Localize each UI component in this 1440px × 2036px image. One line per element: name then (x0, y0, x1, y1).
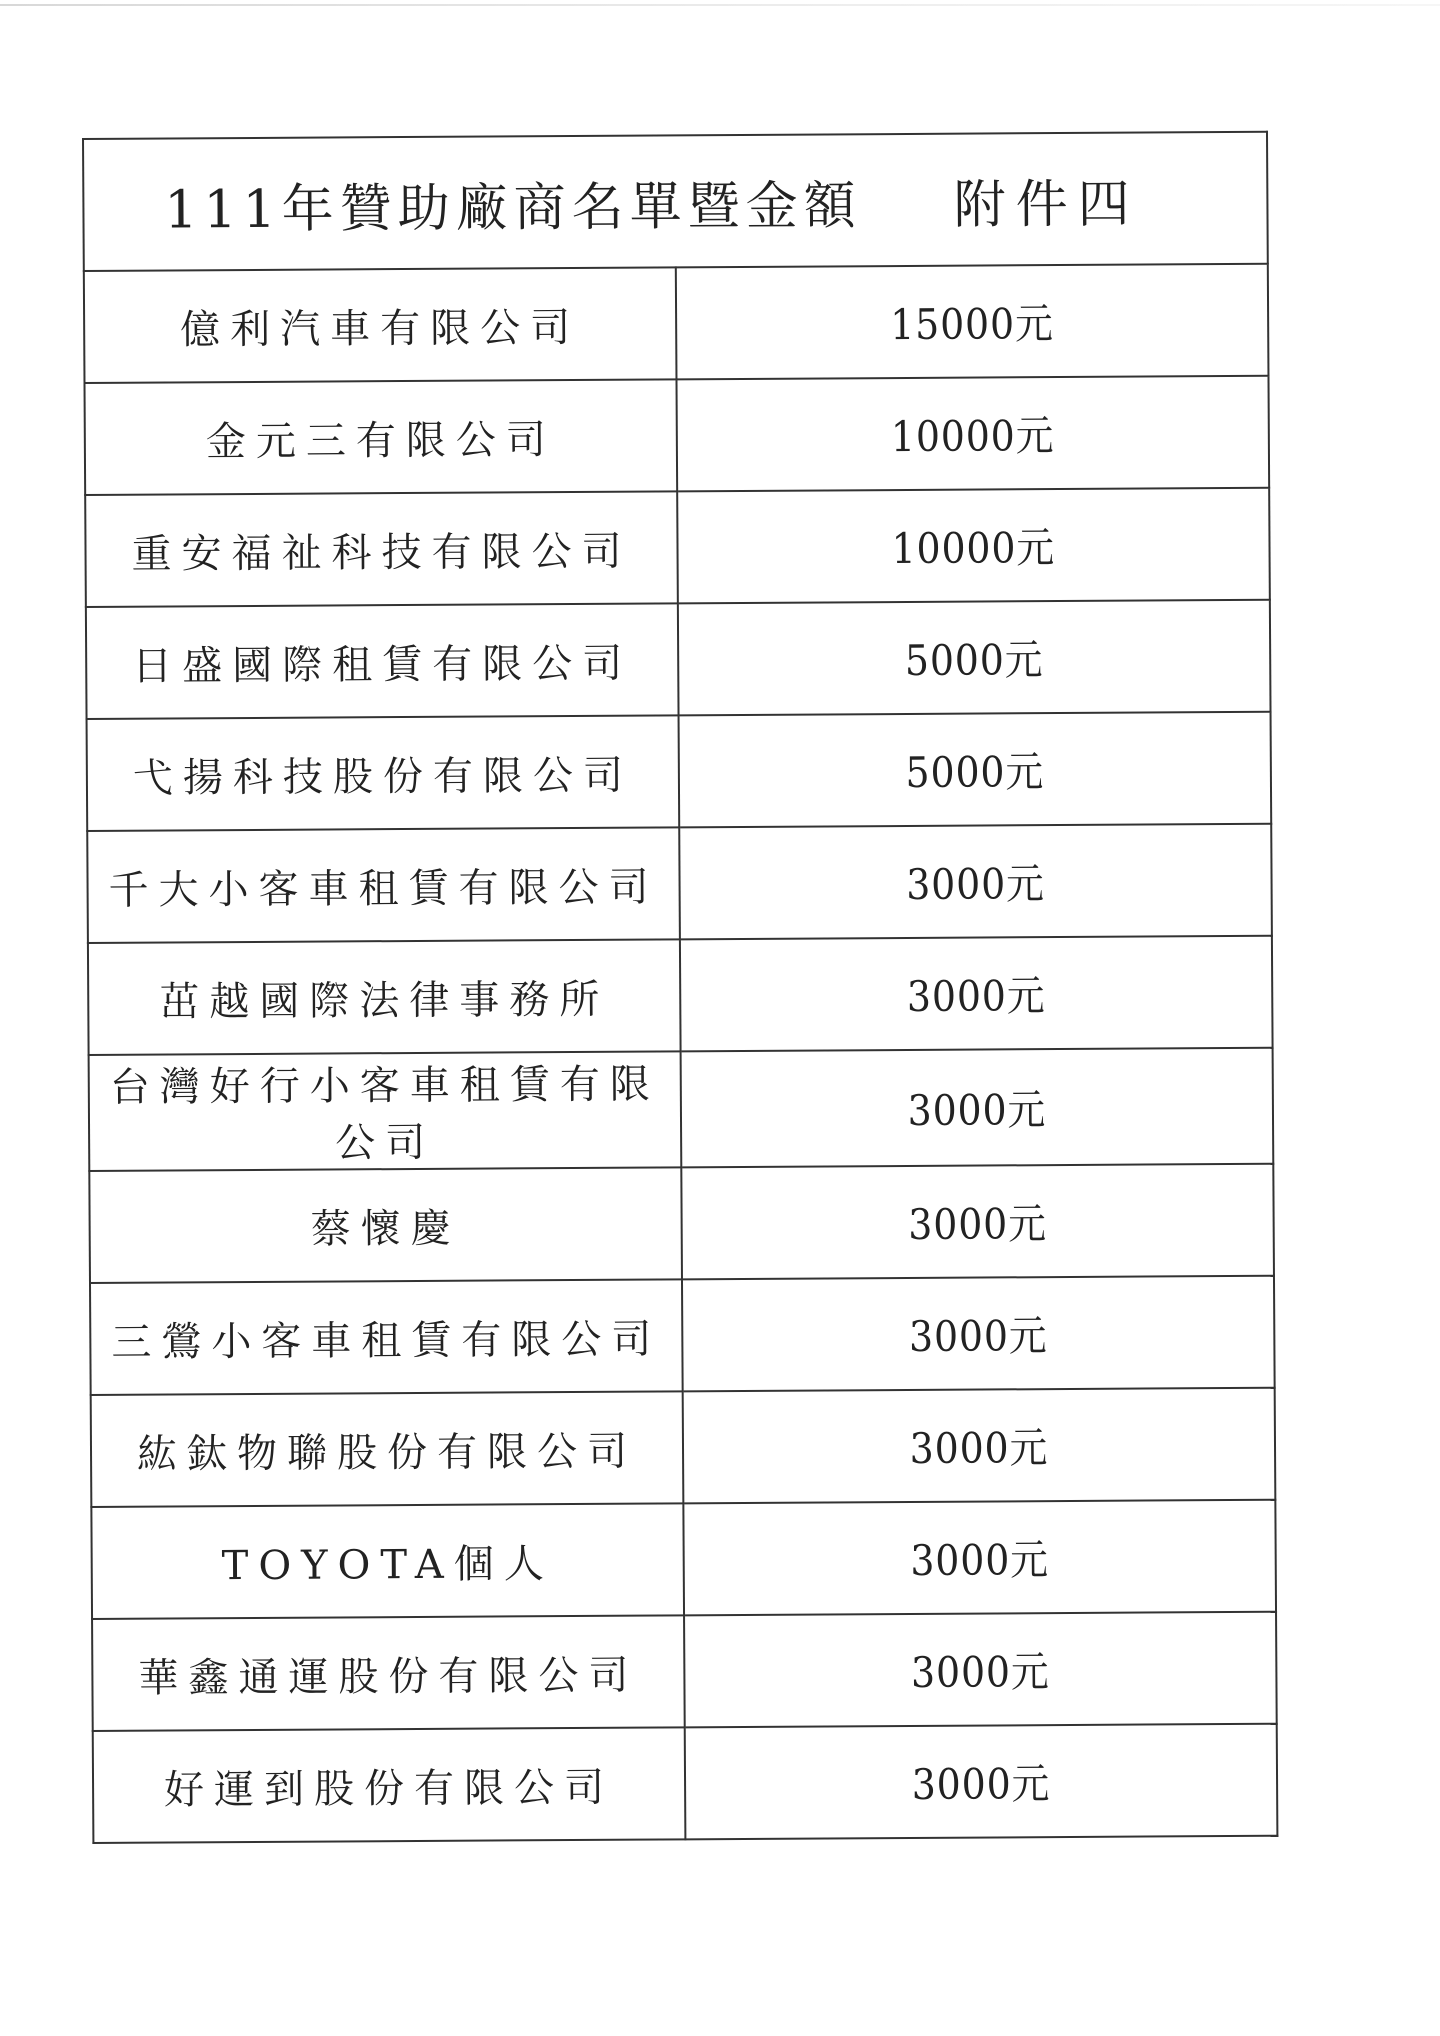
sponsor-amount-cell (683, 1500, 1276, 1616)
sponsor-row (91, 1500, 1276, 1619)
sponsor-amount: 15000元 (890, 299, 1055, 350)
sponsor-name: 華鑫通運股份有限公司 (92, 1615, 685, 1731)
sponsor-amount-cell (678, 600, 1271, 716)
sponsor-row (90, 1276, 1275, 1395)
sponsor-amount-cell (677, 488, 1270, 604)
sponsor-amount-cell (685, 1724, 1278, 1840)
sponsor-amount: 5000元 (904, 635, 1044, 685)
sponsor-amount-cell (681, 1164, 1274, 1280)
sponsor-row (89, 1048, 1274, 1171)
sponsor-row (87, 712, 1272, 831)
scan-edge-line (0, 4, 1440, 6)
sponsor-name: 好運到股份有限公司 (93, 1727, 686, 1843)
sponsor-name: 三鶯小客車租賃有限公司 (90, 1279, 683, 1395)
sponsor-amount: 10000元 (890, 411, 1055, 462)
sponsor-row (85, 488, 1270, 607)
sponsor-amount: 3000元 (908, 1199, 1048, 1249)
sponsor-amount: 3000元 (909, 1423, 1049, 1473)
sponsor-row (84, 376, 1269, 495)
sponsor-name: 紘鈦物聯股份有限公司 (91, 1391, 684, 1507)
sponsor-amount-cell (676, 376, 1269, 492)
sponsor-row (87, 824, 1272, 943)
sponsor-row (84, 264, 1269, 383)
sponsor-list-table (82, 131, 1278, 1844)
sponsor-amount: 3000元 (906, 971, 1046, 1021)
sponsor-amount: 3000元 (910, 1535, 1050, 1585)
sponsor-amount: 10000元 (891, 523, 1056, 574)
sponsor-row (91, 1388, 1276, 1507)
sponsor-amount-cell (676, 264, 1269, 380)
sponsor-amount-cell (679, 824, 1272, 940)
sponsor-row (89, 1164, 1274, 1283)
document-title: 111年贊助廠商名單暨金額 (164, 175, 862, 240)
sponsor-amount-cell (682, 1276, 1275, 1392)
sponsor-amount-cell (679, 712, 1272, 828)
sponsor-amount-cell (680, 936, 1273, 1052)
sponsor-name: 弋揚科技股份有限公司 (87, 715, 680, 831)
sponsor-name: 蔡懷慶 (89, 1167, 682, 1283)
sponsor-name: 日盛國際租賃有限公司 (86, 603, 679, 719)
sponsor-row (88, 936, 1273, 1055)
sponsor-row (86, 600, 1271, 719)
title-row (83, 132, 1268, 271)
sponsor-name: 台灣好行小客車租賃有限公司 (89, 1051, 682, 1171)
sponsor-name: 億利汽車有限公司 (84, 267, 677, 383)
sponsor-name: 茁越國際法律事務所 (88, 939, 681, 1055)
sponsor-amount: 3000元 (906, 859, 1045, 909)
sponsor-amount: 3000元 (910, 1647, 1050, 1697)
sponsor-amount: 3000元 (911, 1759, 1051, 1809)
sponsor-row (92, 1612, 1277, 1731)
sponsor-amount: 3000元 (908, 1311, 1048, 1361)
title-cell (83, 132, 1268, 271)
sponsor-name: 重安福祉科技有限公司 (85, 491, 678, 607)
sponsor-amount-cell (681, 1048, 1274, 1168)
sponsor-amount: 3000元 (907, 1085, 1047, 1135)
sponsor-name: 千大小客車租賃有限公司 (87, 827, 680, 943)
sponsor-list-body (83, 132, 1277, 1843)
sponsor-amount-cell (684, 1612, 1277, 1728)
sponsor-amount: 5000元 (905, 747, 1045, 797)
sponsor-row (93, 1724, 1278, 1843)
sponsor-name: 金元三有限公司 (84, 379, 677, 495)
annex-label: 附件四 (953, 174, 1140, 236)
sponsor-name: TOYOTA個人 (91, 1503, 684, 1619)
sponsor-amount-cell (683, 1388, 1276, 1504)
